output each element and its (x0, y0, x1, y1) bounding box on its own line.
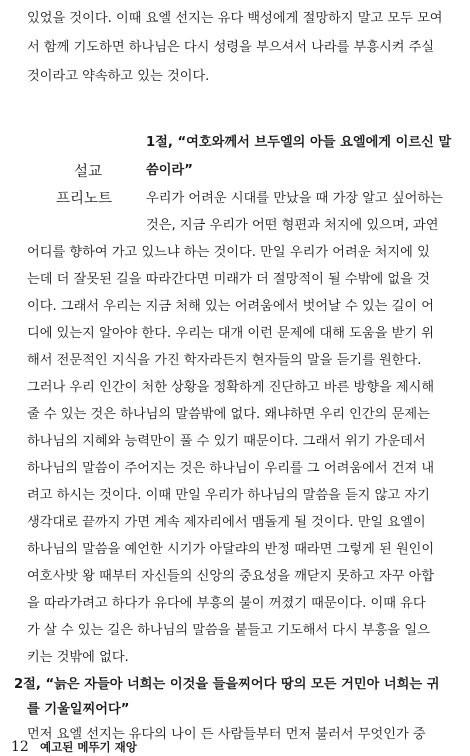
body-line: 해서 전문적인 지식을 가진 학자라든지 현자들의 말을 듣기를 원한다. (27, 353, 422, 368)
body-line: 이다. 그래서 우리는 지금 처해 있는 어려움에서 벗어날 수 있는 길이 어 (27, 299, 434, 314)
body-line: 먼저 요엘 선지는 유다의 나이 든 사람들부터 먼저 불러서 무엇인가 중 (27, 727, 426, 742)
body-line: 을 따라가려고 하다가 유다에 부흥의 불이 꺼졌기 때문이다. 이때 유다 (27, 596, 426, 611)
body-line: 어디를 향하여 가고 있느냐 하는 것이다. 만일 우리가 어려운 처지에 있 (27, 245, 430, 260)
body-line: 하나님의 지혜와 능력만이 풀 수 있기 때문이다. 그래서 위기 가운데서 (27, 434, 426, 449)
body-line: 그러나 우리 인간이 처한 상황을 정확하게 진단하고 바른 방향을 제시해 (27, 380, 435, 395)
body-line: 여호사밧 왕 때부터 자신들의 신앙의 중요성을 깨닫지 못하고 자꾸 아합 (27, 569, 435, 584)
body-line: 하나님의 말씀을 예언한 시기가 아달랴의 반정 때라면 그렇게 된 원인이 (27, 542, 435, 557)
body-line: 는데 더 잘못된 길을 따라간다면 미래가 더 절망적이 될 수밖에 없을 것 (27, 272, 430, 287)
body-line: 디에 있는지 알아야 한다. 우리는 대개 이런 문제에 대해 도움을 받기 위 (27, 326, 434, 341)
verse-heading: 2절, “늙은 자들아 너희는 이것을 들을찌어다 땅의 모든 거민아 너희는 귀 (14, 677, 440, 692)
body-line: 우리가 어려운 시대를 만났을 때 가장 알고 싶어하는 (146, 191, 443, 206)
intro-line: 있었을 것이다. 이때 요엘 선지는 유다 백성에게 절망하지 말고 모두 모여 (27, 11, 443, 26)
body-line: 하나님의 말씀이 주어지는 것은 하나님이 우리를 그 어려움에서 건져 내 (27, 461, 435, 476)
page-number: 12 (11, 739, 29, 755)
verse-heading: 를 기울일찌어다” (27, 702, 130, 717)
body-line: 생각대로 끝까지 가면 계속 제자리에서 맴돌게 될 것이다. 만일 요엘이 (27, 515, 426, 530)
sidebar-label: 설교 (74, 164, 103, 180)
body-line: 가 살 수 있는 길은 하나님의 말씀을 붙들고 기도해서 다시 부흥을 일으 (27, 623, 430, 638)
verse-heading: 씀이라” (146, 163, 193, 178)
book-title: 예고된 메뚜기 재앙 (40, 740, 137, 754)
intro-line: 것이라고 약속하고 있는 것이다. (27, 69, 210, 84)
body-line: 것은, 지금 우리가 어떤 형편과 처지에 있으며, 과연 (146, 218, 439, 233)
body-line: 줄 수 있는 것은 하나님의 말씀밖에 없다. 왜냐하면 우리 인간의 문제는 (27, 407, 430, 422)
body-line: 려고 하시는 것이다. 이때 만일 우리가 하나님의 말씀을 듣지 않고 자기 (27, 488, 430, 503)
intro-line: 서 함께 기도하면 하나님은 다시 성령을 부으셔서 나라를 부흥시켜 주실 (27, 40, 435, 55)
body-line: 키는 것밖에 없다. (27, 650, 129, 665)
verse-heading: 1절, “여호와께서 브두엘의 아들 요엘에게 이르신 말 (146, 135, 452, 150)
sidebar-label: 프리노트 (56, 191, 113, 207)
